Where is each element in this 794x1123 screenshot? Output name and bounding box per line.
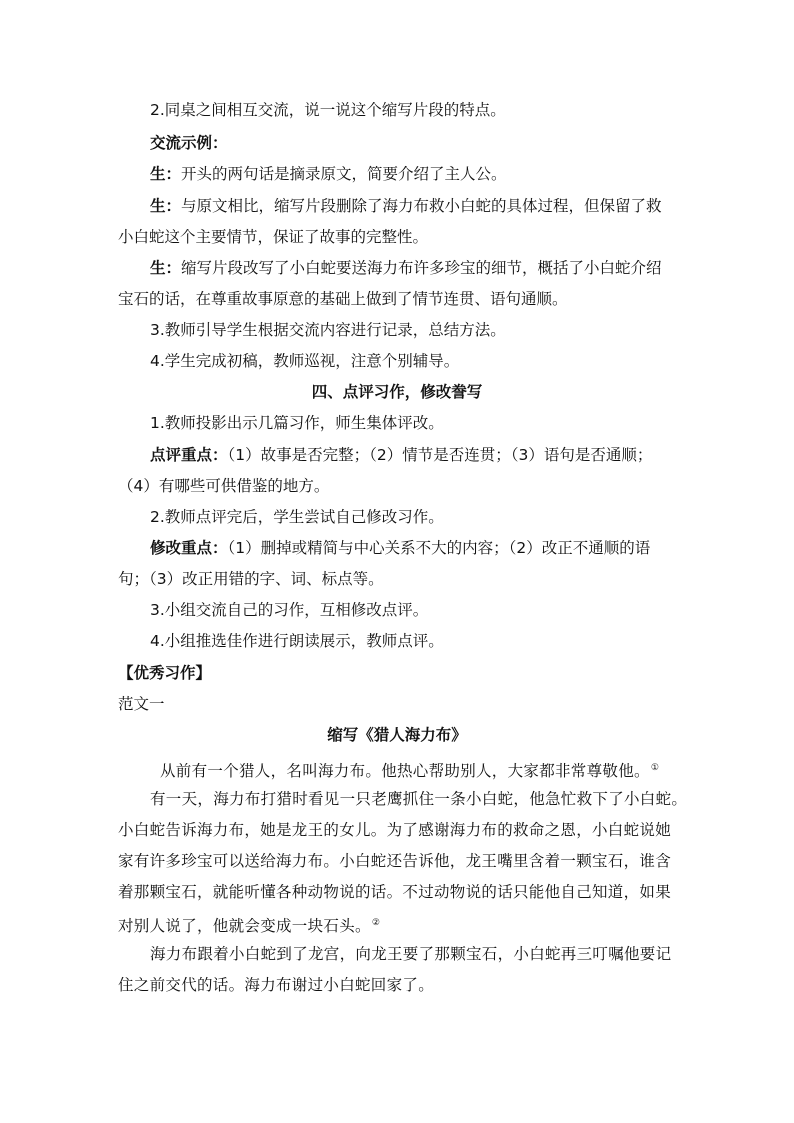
footnote-marker: ② <box>371 918 381 928</box>
sample-essay-label: 范文一 <box>118 695 165 713</box>
paragraph-review-step-3: 3.小组交流自己的习作，互相修改点评。 <box>150 601 429 619</box>
student-comment-text: 缩写片段改写了小白蛇要送海力布许多珍宝的细节，概括了小白蛇介绍 <box>181 259 662 277</box>
section-heading-4: 四、点评习作，修改誊写 <box>311 383 483 401</box>
student-label: 生： <box>150 259 182 277</box>
student-comment-text: 与原文相比，缩写片段删除了海力布救小白蛇的具体过程，但保留了救 <box>181 197 662 215</box>
student-label: 生： <box>150 165 182 183</box>
paragraph-step-4: 4.学生完成初稿，教师巡视，注意个别辅导。 <box>150 352 460 370</box>
paragraph-review-step-4: 4.小组推选佳作进行朗读展示，教师点评。 <box>150 632 444 650</box>
essay-line: 小白蛇告诉海力布，她是龙王的女儿。为了感谢海力布的救命之恩，小白蛇说她 <box>118 821 672 839</box>
review-focus-label: 点评重点： <box>150 446 228 464</box>
review-focus-continued: （4）有哪些可供借鉴的地方。 <box>118 477 330 495</box>
revision-focus-continued: 句；（3）改正用错的字、词、标点等。 <box>118 570 384 588</box>
excellent-essays-heading: 【优秀习作】 <box>118 664 212 682</box>
review-focus-text: （1）故事是否完整；（2）情节是否连贯；（3）语句是否通顺； <box>227 446 653 464</box>
student-comment-text: 开头的两句话是摘录原文，简要介绍了主人公。 <box>181 165 507 183</box>
essay-line: 着那颗宝石，就能听懂各种动物说的话。不过动物说的话只能他自己知道，如果 <box>118 883 672 901</box>
essay-line <box>160 758 659 781</box>
essay-line-text: 对别人说了，他就会变成一块石头。 <box>118 917 371 935</box>
essay-line: 住之前交代的话。海力布谢过小白蛇回家了。 <box>118 976 435 994</box>
essay-line-text: 从前有一个猎人，名叫海力布。他热心帮助别人，大家都非常尊敬他。 <box>160 762 650 780</box>
essay-title: 缩写《猎人海力布》 <box>327 726 467 744</box>
exchange-example-label: 交流示例： <box>150 134 228 152</box>
student-comment-3-continued: 宝石的话，在尊重故事原意的基础上做到了情节连贯、语句通顺。 <box>118 290 568 308</box>
revision-focus-text: （1）删掉或精简与中心关系不大的内容；（2）改正不通顺的语 <box>227 539 651 557</box>
student-label: 生： <box>150 197 182 215</box>
review-focus <box>150 445 652 465</box>
essay-line: 海力布跟着小白蛇到了龙宫，向龙王要了那颗宝石，小白蛇再三叮嘱他要记 <box>150 945 672 963</box>
paragraph-step-3: 3.教师引导学生根据交流内容进行记录，总结方法。 <box>150 321 506 339</box>
revision-focus <box>150 538 650 558</box>
paragraph-review-step-1: 1.教师投影出示几篇习作，师生集体评改。 <box>150 414 444 432</box>
student-comment-1 <box>150 164 507 184</box>
essay-line: 家有许多珍宝可以送给海力布。小白蛇还告诉他，龙王嘴里含着一颗宝石，谁含 <box>118 852 672 870</box>
paragraph-review-step-2: 2.教师点评完后，学生尝试自己修改习作。 <box>150 508 444 526</box>
essay-line <box>118 913 380 936</box>
essay-line: 有一天，海力布打猎时看见一只老鹰抓住一条小白蛇，他急忙救下了小白蛇。 <box>150 790 688 808</box>
revision-focus-label: 修改重点： <box>150 539 228 557</box>
footnote-marker: ① <box>650 763 660 773</box>
student-comment-2 <box>150 196 662 216</box>
paragraph-step-2: 2.同桌之间相互交流，说一说这个缩写片段的特点。 <box>150 101 506 119</box>
student-comment-2-continued: 小白蛇这个主要情节，保证了故事的完整性。 <box>118 228 429 246</box>
student-comment-3 <box>150 258 662 278</box>
